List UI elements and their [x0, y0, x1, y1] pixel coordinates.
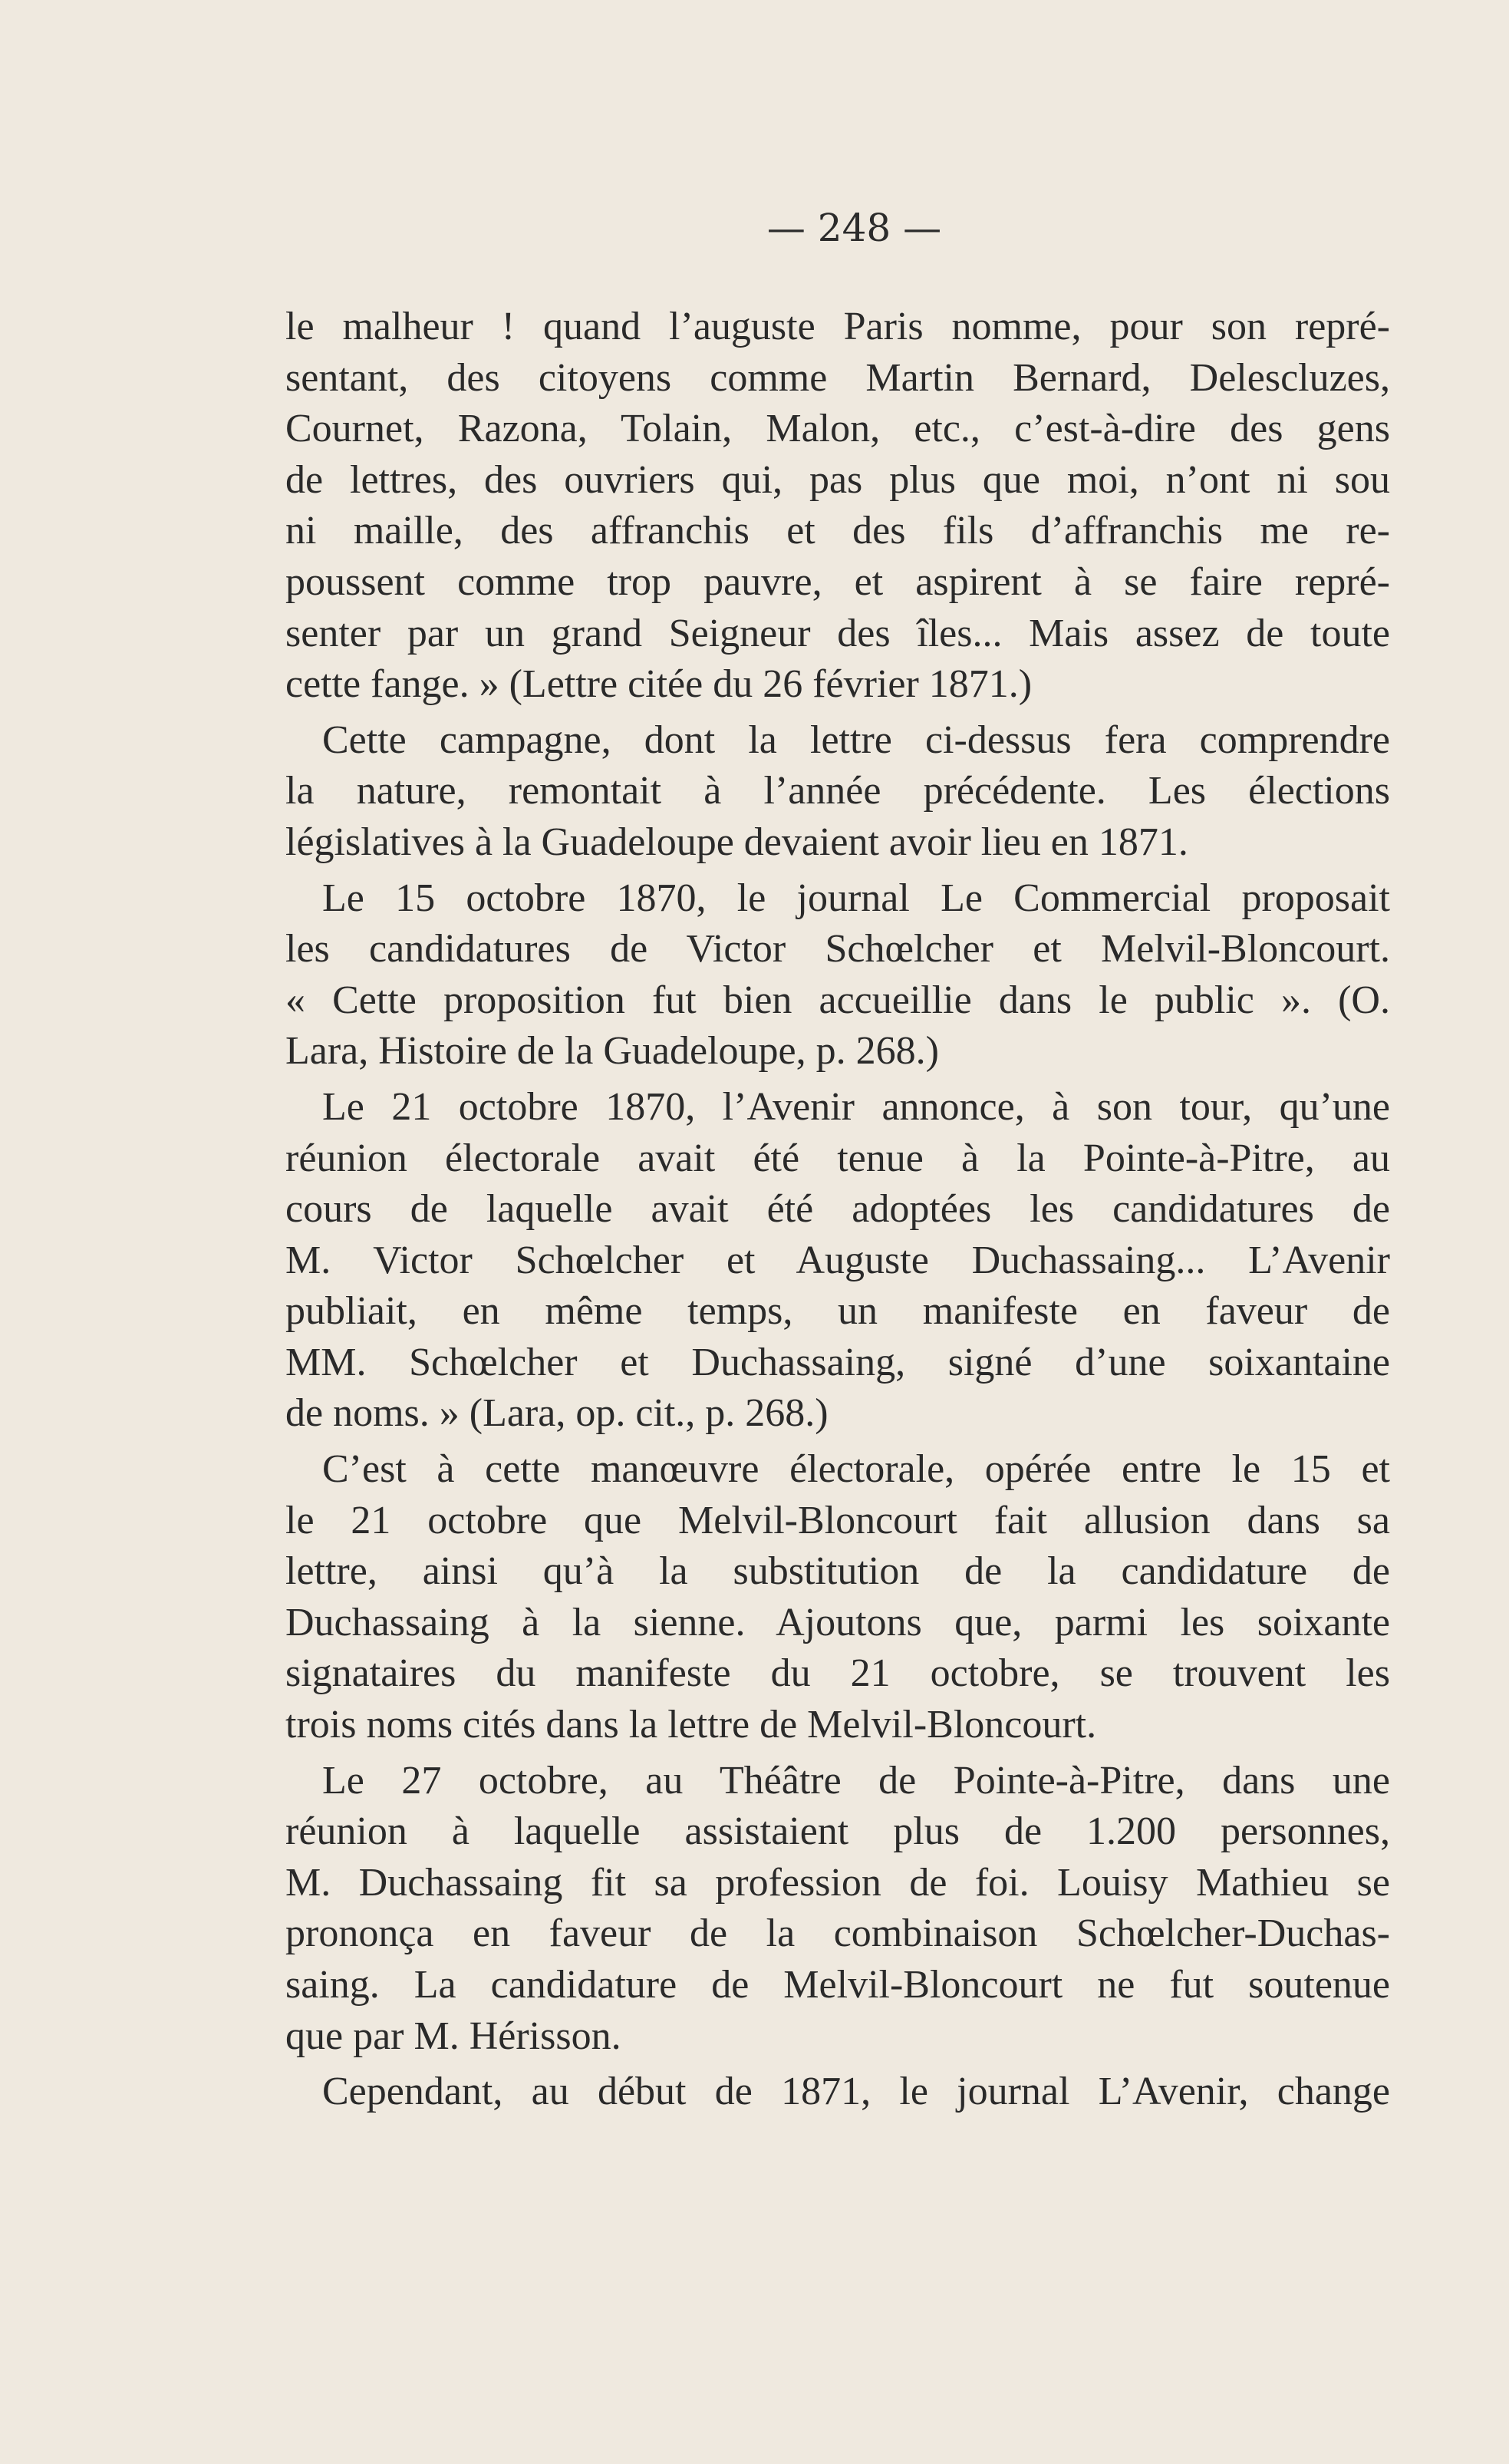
text-line: sentant, des citoyens comme Martin Bernard, Delescluzes, [285, 355, 1390, 400]
text-line: Le 21 octobre 1870, l’Avenir annonce, à son tour, qu’une [322, 1084, 1390, 1129]
text-line: Cette campagne, dont la lettre ci-dessus fera comprendre [322, 717, 1390, 762]
text-line: MM. Schœlcher et Duchassaing, signé d’une soixantaine [285, 1340, 1390, 1384]
text-line: Le 27 octobre, au Théâtre de Pointe-à-Pitre, dans une [322, 1758, 1390, 1803]
text-line: de lettres, des ouvriers qui, pas plus que moi, n’ont ni sou [285, 457, 1390, 502]
text-line: senter par un grand Seigneur des îles... Mais assez de toute [285, 611, 1390, 655]
text-line: Cournet, Razona, Tolain, Malon, etc., c’est-à-dire des gens [285, 407, 1390, 451]
text-line: prononça en faveur de la combinaison Schœlcher-Duchas- [285, 1911, 1390, 1956]
paragraph-4 [285, 1082, 1390, 1440]
text-line: de noms. » (Lara, op. cit., p. 268.) [285, 1391, 829, 1436]
text-line: signataires du manifeste du 21 octobre, se trouvent les [285, 1651, 1390, 1696]
paragraph-2 [285, 715, 1390, 869]
paragraph-1 [285, 302, 1390, 711]
body-text [285, 302, 1390, 2123]
text-line: publiait, en même temps, un manifeste en faveur de [285, 1289, 1390, 1334]
text-line: M. Duchassaing fit sa profession de foi. Louisy Mathieu se [285, 1860, 1390, 1905]
text-line: « Cette proposition fut bien accueillie dans le public ». (O. [285, 978, 1390, 1022]
text-line: ni maille, des affranchis et des fils d’affranchis me re- [285, 509, 1390, 553]
text-line: poussent comme trop pauvre, et aspirent à se faire repré- [285, 559, 1390, 604]
text-line: Cependant, au début de 1871, le journal L’Avenir, change [322, 2070, 1390, 2114]
text-line: Duchassaing à la sienne. Ajoutons que, parmi les soixante [285, 1600, 1390, 1644]
text-line: trois noms cités dans la lettre de Melvil-Bloncourt. [285, 1703, 1097, 1747]
text-line: M. Victor Schœlcher et Auguste Duchassaing... L’Avenir [285, 1238, 1390, 1282]
text-line: Le 15 octobre 1870, le journal Le Commercial proposait [322, 876, 1390, 920]
text-line: cette fange. » (Lettre citée du 26 février 1871.) [285, 662, 1033, 707]
paragraph-7 [285, 2067, 1390, 2118]
paragraph-5 [285, 1444, 1390, 1751]
text-line: la nature, remontait à l’année précédente. Les élections [285, 769, 1390, 813]
text-line: réunion à laquelle assistaient plus de 1.200 personnes, [285, 1809, 1390, 1854]
text-line: le 21 octobre que Melvil-Bloncourt fait allusion dans sa [285, 1498, 1390, 1542]
text-line: C’est à cette manœuvre électorale, opérée entre le 15 et [322, 1447, 1390, 1492]
text-line: législatives à la Guadeloupe devaient avoir lieu en 1871. [285, 820, 1188, 864]
text-line: saing. La candidature de Melvil-Bloncourt ne fut soutenue [285, 1963, 1390, 2007]
text-line: le malheur ! quand l’auguste Paris nomme, pour son repré- [285, 305, 1390, 348]
text-line: Lara, Histoire de la Guadeloupe, p. 268.) [285, 1029, 939, 1074]
text-line: cours de laquelle avait été adoptées les candidatures de [285, 1187, 1390, 1232]
text-line: lettre, ainsi qu’à la substitution de la candidature de [285, 1549, 1390, 1594]
paragraph-6 [285, 1756, 1390, 2063]
text-line: réunion électorale avait été tenue à la Pointe-à-Pitre, au [285, 1136, 1390, 1180]
text-line: que par M. Hérisson. [285, 2014, 621, 2058]
page-number: — 248 — [766, 206, 942, 250]
paragraph-3 [285, 873, 1390, 1077]
text-line: les candidatures de Victor Schœlcher et Melvil-Bloncourt. [285, 927, 1390, 971]
